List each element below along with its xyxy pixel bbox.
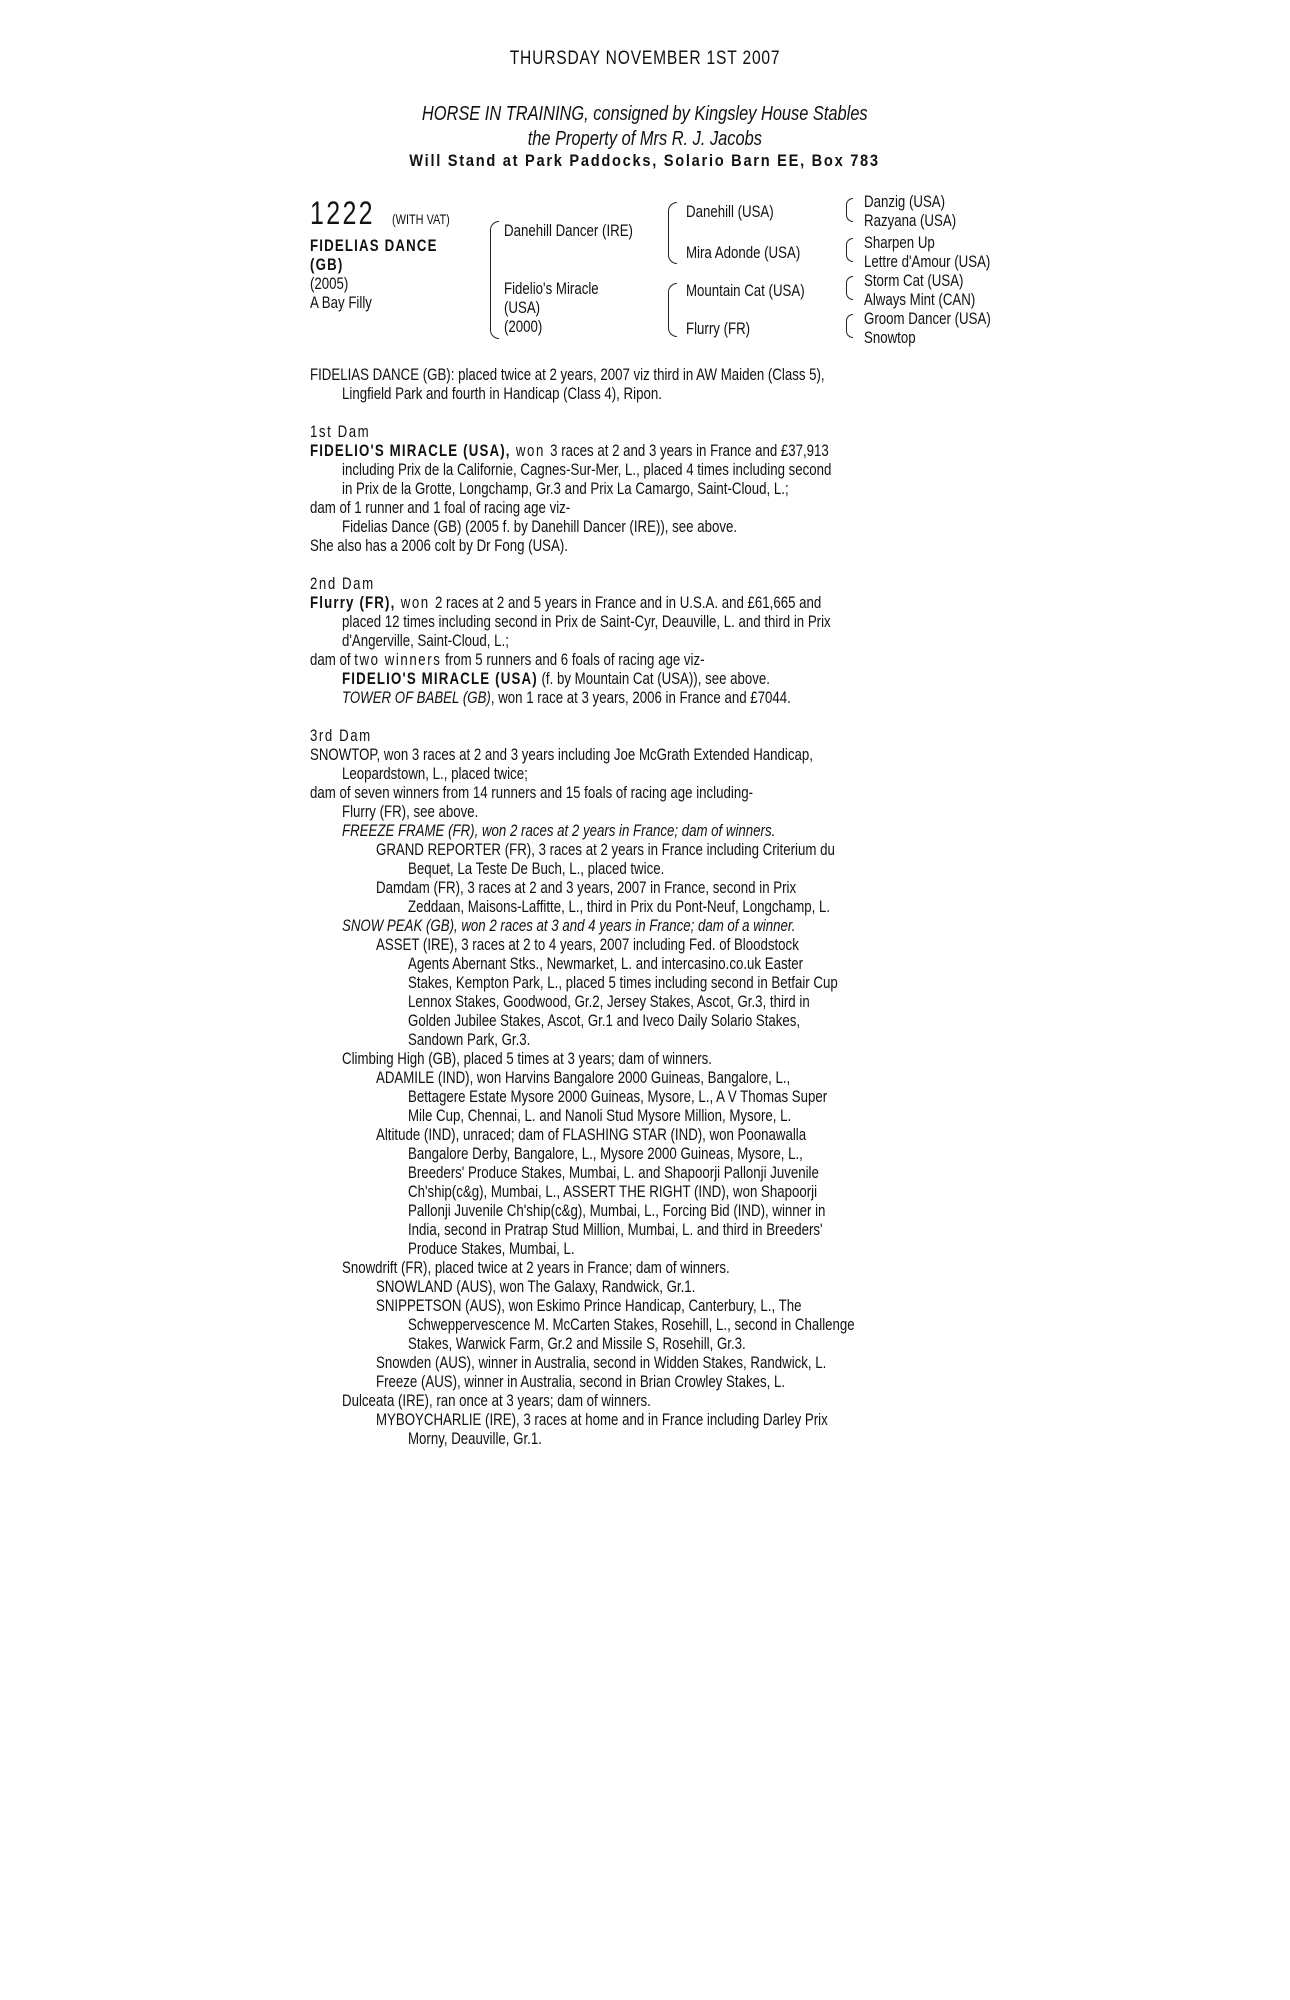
pedigree-ddd: Snowtop — [864, 328, 916, 347]
pedigree-dam-line1: Fidelio's Miracle — [504, 279, 599, 298]
dam3-line: SNOW PEAK (GB), won 2 races at 3 and 4 years in France; dam of a winner. — [342, 916, 796, 935]
dam3-line: Schweppervescence M. McCarten Stakes, Rosehill, L., second in Challenge — [408, 1315, 855, 1334]
dam2-heading: 2nd Dam — [310, 574, 375, 593]
dam3-line: Bettagere Estate Mysore 2000 Guineas, Mysore, L., A V Thomas Super — [408, 1087, 828, 1106]
pedigree-dsd: Always Mint (CAN) — [864, 290, 976, 309]
dam3-line: GRAND REPORTER (FR), 3 races at 2 years in France including Criterium du — [376, 840, 835, 859]
header-location: Will Stand at Park Paddocks, Solario Barn EE, Box 783 — [409, 151, 881, 170]
dam3-line: Climbing High (GB), placed 5 times at 3 years; dam of winners. — [342, 1049, 712, 1068]
dam3-line: Pallonji Juvenile Ch'ship(c&g), Mumbai, L., Forcing Bid (IND), winner in — [408, 1201, 826, 1220]
summary-line-1: FIDELIAS DANCE (GB): placed twice at 2 years, 2007 viz third in AW Maiden (Class 5), — [310, 365, 825, 384]
dam1-line-4: dam of 1 runner and 1 foal of racing age viz- — [310, 498, 571, 517]
dam2-line-1: Flurry (FR), won 2 races at 2 and 5 years in France and in U.S.A. and £61,665 and — [310, 593, 822, 612]
pedigree-dam-line3: (2000) — [504, 317, 543, 336]
dam3-line: SNOWTOP, won 3 races at 2 and 3 years including Joe McGrath Extended Handicap, — [310, 745, 813, 764]
pedigree-dam-line2: (USA) — [504, 298, 541, 317]
dam3-line: Flurry (FR), see above. — [342, 802, 479, 821]
dam1-line-3: in Prix de la Grotte, Longchamp, Gr.3 and Prix La Camargo, Saint-Cloud, L.; — [342, 479, 789, 498]
dam3-line: Mile Cup, Chennai, L. and Nanoli Stud Mysore Million, Mysore, L. — [408, 1106, 792, 1125]
lot-country: (GB) — [310, 255, 344, 274]
date-line: THURSDAY NOVEMBER 1ST 2007 — [509, 48, 781, 69]
dam3-line: ASSET (IRE), 3 races at 2 to 4 years, 2007 including Fed. of Bloodstock — [376, 935, 799, 954]
pedigree-brace-dam — [668, 283, 677, 337]
lot-vat: (WITH VAT) — [392, 211, 450, 227]
pedigree-sdd: Lettre d'Amour (USA) — [864, 252, 991, 271]
lot-name: FIDELIAS DANCE — [310, 236, 438, 255]
pedigree-sire-sire: Danehill (USA) — [686, 202, 774, 221]
dam2-line-2: placed 12 times including second in Prix de Saint-Cyr, Deauville, L. and third in Prix — [342, 612, 831, 631]
pedigree-brace-ss — [846, 198, 853, 222]
dam3-line: Morny, Deauville, Gr.1. — [408, 1429, 542, 1448]
pedigree-dam-dam: Flurry (FR) — [686, 319, 751, 338]
dam3-line: FREEZE FRAME (FR), won 2 races at 2 years in France; dam of winners. — [342, 821, 776, 840]
pedigree-dss: Storm Cat (USA) — [864, 271, 964, 290]
dam3-line: Sandown Park, Gr.3. — [408, 1030, 531, 1049]
dam3-line: Agents Abernant Stks., Newmarket, L. and intercasino.co.uk Easter — [408, 954, 804, 973]
dam3-line: Breeders' Produce Stakes, Mumbai, L. and Shapoorji Pallonji Juvenile — [408, 1163, 819, 1182]
dam3-line: Snowden (AUS), winner in Australia, second in Widden Stakes, Randwick, L. — [376, 1353, 827, 1372]
pedigree-sss: Danzig (USA) — [864, 192, 946, 211]
dam3-line: Lennox Stakes, Goodwood, Gr.2, Jersey Stakes, Ascot, Gr.3, third in — [408, 992, 810, 1011]
header-property: the Property of Mrs R. J. Jacobs — [527, 128, 763, 150]
dam3-line: Stakes, Kempton Park, L., placed 5 times including second in Betfair Cup — [408, 973, 838, 992]
pedigree-ssd: Razyana (USA) — [864, 211, 957, 230]
pedigree-brace-sd — [846, 238, 853, 262]
dam3-line: Altitude (IND), unraced; dam of FLASHING STAR (IND), won Poonawalla — [376, 1125, 807, 1144]
dam3-line: Leopardstown, L., placed twice; — [342, 764, 528, 783]
pedigree-dds: Groom Dancer (USA) — [864, 309, 991, 328]
dam3-line: dam of seven winners from 14 runners and 15 foals of racing age including- — [310, 783, 753, 802]
dam3-heading: 3rd Dam — [310, 726, 372, 745]
dam3-line: SNIPPETSON (AUS), won Eskimo Prince Handicap, Canterbury, L., The — [376, 1296, 802, 1315]
dam3-line: Freeze (AUS), winner in Australia, second in Brian Crowley Stakes, L. — [376, 1372, 786, 1391]
pedigree-sds: Sharpen Up — [864, 233, 935, 252]
dam3-line: Bangalore Derby, Bangalore, L., Mysore 2000 Guineas, Mysore, L., — [408, 1144, 803, 1163]
dam3-line: Golden Jubilee Stakes, Ascot, Gr.1 and Iveco Daily Solario Stakes, — [408, 1011, 801, 1030]
dam3-line: SNOWLAND (AUS), won The Galaxy, Randwick, Gr.1. — [376, 1277, 696, 1296]
pedigree-brace-dd — [846, 314, 853, 338]
dam1-line-1: FIDELIO'S MIRACLE (USA), won 3 races at 2 and 3 years in France and £37,913 — [310, 441, 829, 460]
dam3-line: Snowdrift (FR), placed twice at 2 years in France; dam of winners. — [342, 1258, 730, 1277]
pedigree-sire: Danehill Dancer (IRE) — [504, 221, 633, 240]
dam3-line: Dulceata (IRE), ran once at 3 years; dam of winners. — [342, 1391, 651, 1410]
pedigree-brace-main — [490, 221, 499, 339]
dam2-line-6: TOWER OF BABEL (GB), won 1 race at 3 years, 2006 in France and £7044. — [342, 688, 791, 707]
dam2-line-5: FIDELIO'S MIRACLE (USA) (f. by Mountain Cat (USA)), see above. — [342, 669, 770, 688]
header-consignor: HORSE IN TRAINING, consigned by Kingsley House Stables — [422, 103, 868, 125]
dam3-line: MYBOYCHARLIE (IRE), 3 races at home and in France including Darley Prix — [376, 1410, 828, 1429]
dam1-line-6: She also has a 2006 colt by Dr Fong (USA). — [310, 536, 568, 555]
dam3-line: Damdam (FR), 3 races at 2 and 3 years, 2007 in France, second in Prix — [376, 878, 797, 897]
dam3-line: Produce Stakes, Mumbai, L. — [408, 1239, 575, 1258]
dam1-line-5: Fidelias Dance (GB) (2005 f. by Danehill Dancer (IRE)), see above. — [342, 517, 738, 536]
dam2-line-4: dam of two winners from 5 runners and 6 foals of racing age viz- — [310, 650, 705, 669]
lot-description: A Bay Filly — [310, 293, 372, 312]
dam3-line: Stakes, Warwick Farm, Gr.2 and Missile S, Rosehill, Gr.3. — [408, 1334, 746, 1353]
pedigree-brace-sire — [668, 202, 677, 264]
pedigree-brace-ds — [846, 276, 853, 300]
dam1-line-2: including Prix de la Californie, Cagnes-Sur-Mer, L., placed 4 times including second — [342, 460, 832, 479]
dam1-heading: 1st Dam — [310, 422, 371, 441]
dam3-line: Zeddaan, Maisons-Laffitte, L., third in Prix du Pont-Neuf, Longchamp, L. — [408, 897, 831, 916]
dam3-line: Bequet, La Teste De Buch, L., placed twice. — [408, 859, 665, 878]
pedigree-sire-dam: Mira Adonde (USA) — [686, 243, 801, 262]
dam3-line: India, second in Pratrap Stud Million, Mumbai, L. and third in Breeders' — [408, 1220, 823, 1239]
dam2-line-3: d'Angerville, Saint-Cloud, L.; — [342, 631, 509, 650]
dam3-line: ADAMILE (IND), won Harvins Bangalore 2000 Guineas, Bangalore, L., — [376, 1068, 791, 1087]
lot-number: 1222 — [310, 195, 375, 231]
dam3-line: Ch'ship(c&g), Mumbai, L., ASSERT THE RIGHT (IND), won Shapoorji — [408, 1182, 818, 1201]
summary-line-2: Lingfield Park and fourth in Handicap (Class 4), Ripon. — [342, 384, 662, 403]
pedigree-dam-sire: Mountain Cat (USA) — [686, 281, 805, 300]
lot-year: (2005) — [310, 274, 349, 293]
